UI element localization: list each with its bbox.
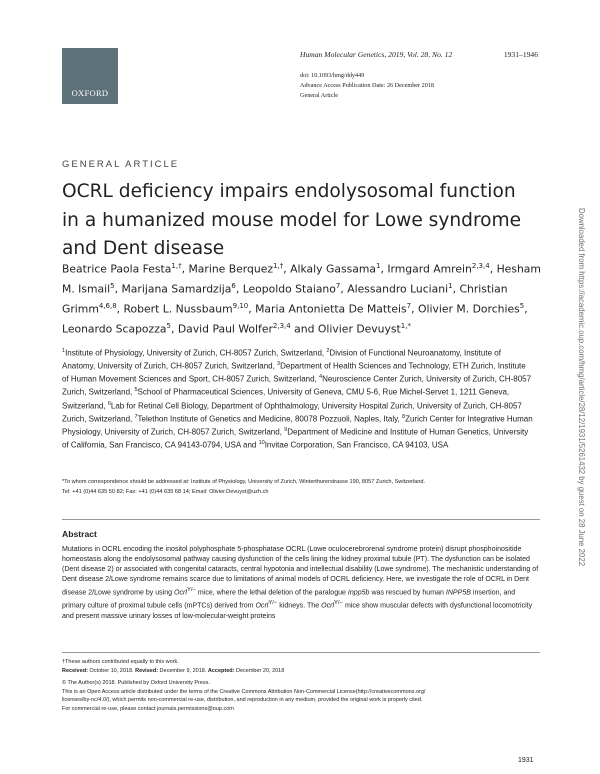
affiliation-text: Telethon Institute of Genetics and Medicine, 80078 Pozzuoli, Naples, Italy, xyxy=(137,414,400,424)
abstract-heading: Abstract xyxy=(62,529,97,539)
author-name: Olivier M. Dorchies xyxy=(418,302,520,316)
affiliation-number: 8 xyxy=(402,413,406,420)
affiliation-number: 3 xyxy=(277,361,281,368)
author-name: Marijana Samardzija xyxy=(121,282,232,296)
abstract-text: mice, where the lethal deletion of the paralogue xyxy=(195,589,348,597)
affiliation-number: 4 xyxy=(319,374,323,381)
author-name: Maria Antonietta De Matteis xyxy=(255,302,407,316)
abstract-text: insertion, and primary culture of proximal tubule cells (mPTCs) derived from xyxy=(62,589,516,610)
affiliation-text: School of Pharmaceutical Sciences, University of Geneva, CMU 5-6, Rue Michel-Servet 1, 1211 Geneva, Switzerland, xyxy=(62,388,510,411)
author-name: Leopoldo Staiano xyxy=(242,282,336,296)
affiliations xyxy=(62,346,534,451)
author-name: Alessandro Luciani xyxy=(347,282,449,296)
affiliation-text: Lab for Retinal Cell Biology, Department of Ophthalmology, University Hospital Zurich, University of Zurich, CH-8057 Zurich, Switzerland, xyxy=(62,401,522,424)
footnotes xyxy=(62,658,542,714)
affiliation-text: Department of Health Sciences and Technology, ETH Zurich, Institute of Human Movement Sciences and Sport, CH-8057 Zurich, Switzerland, xyxy=(62,361,526,384)
article-title: OCRL deficiency impairs endolysosomal function in a humanized mouse model for Lowe syndrome and Dent disease xyxy=(62,181,522,259)
genotype-sup: Y/− xyxy=(268,600,278,607)
author-affil-sup: 5 xyxy=(110,281,115,290)
affiliation-number: 10 xyxy=(258,440,265,447)
license-line-1[interactable]: This is an Open Access article distributed under the terms of the Creative Commons Attribution Non-Commercial License(http://creativecommons.org/ xyxy=(62,688,426,695)
affiliation-text: Department of Medicine and Institute of Human Genetics, University of California, San Francisco, CA 94143-0794, USA and xyxy=(62,427,529,450)
affiliation-number: 6 xyxy=(107,400,111,407)
author-affil-sup: 2,3,4 xyxy=(272,321,291,330)
affiliation-text: Invitae Corporation, San Francisco, CA 94103, USA xyxy=(264,440,449,450)
oxford-logo xyxy=(62,48,118,104)
author-affil-sup: 5 xyxy=(166,321,171,330)
doi-line[interactable]: doi: 10.1093/hmg/ddy449 xyxy=(300,72,365,79)
gene-name: Ocrl xyxy=(174,589,187,597)
journal-pages: 1931–1946 xyxy=(503,50,538,59)
author-affil-sup: 1,† xyxy=(171,262,182,270)
genotype-sup: Y/− xyxy=(334,600,343,607)
gene-name: Inpp5b xyxy=(347,589,370,597)
author-affil-sup: 6 xyxy=(231,281,236,290)
affiliation-text: Division of Functional Neuroanatomy, Institute of Anatomy, University of Zurich, CH-8057 Zurich, Switzerland, xyxy=(62,348,501,371)
equal-contribution-note: †These authors contributed equally to this work. xyxy=(62,659,179,665)
divider-bottom xyxy=(62,652,540,653)
affiliation-text: Neuroscience Center Zurich, University of Zurich, CH-8057 Zurich, Switzerland, xyxy=(62,374,532,398)
author-affil-sup: 9,10 xyxy=(232,301,249,310)
correspondence-address: *To whom correspondence should be addressed at: Institute of Physiology, University of Zurich, Winterthurerstrasse 190, 8057 Zurich, Switzerland. xyxy=(62,479,426,485)
received-label: Received: xyxy=(62,667,88,674)
author-affil-sup: 7 xyxy=(406,301,412,310)
article-type-line: General Article xyxy=(300,92,338,99)
author-name: Leonardo Scapozza xyxy=(62,322,167,336)
affiliation-number: 7 xyxy=(134,413,138,420)
abstract-text: was rescued by human xyxy=(369,589,446,597)
advance-access-line: Advance Access Publication Date: 26 December 2018 xyxy=(300,82,435,89)
author-affil-sup: 1,* xyxy=(400,321,411,330)
license-line-2[interactable]: licenses/by-nc/4.0/), which permits non-commercial re-use, distribution, and reproduction in any medium, provided the original work is properly cited. xyxy=(62,697,423,704)
section-label: GENERAL ARTICLE xyxy=(62,159,180,170)
author-affil-sup: 7 xyxy=(335,281,341,290)
author-name: Alkaly Gassama xyxy=(290,262,376,276)
logo-text: OXFORD xyxy=(71,88,109,98)
gene-name: INPP5B xyxy=(445,589,471,597)
author-name: Robert L. Nussbaum xyxy=(123,302,233,316)
article-meta xyxy=(300,71,540,101)
abstract-text: kidneys. The xyxy=(277,602,322,610)
revised-date: December 9, 2018. xyxy=(158,667,208,674)
author-name: Hesham M. Ismail xyxy=(62,262,541,296)
author-affil-sup: 5 xyxy=(519,301,525,310)
authors-and: and xyxy=(294,322,315,336)
gene-name: Ocrl xyxy=(321,602,335,610)
author-affil-sup: 1 xyxy=(448,281,453,290)
journal-header xyxy=(300,50,538,59)
affiliation-number: 2 xyxy=(326,348,330,354)
download-watermark: Downloaded from https://academic.oup.com/hmg/article/28/12/1931/5261432 by guest on 28 June 2022 xyxy=(577,208,586,567)
genotype-sup: Y/− xyxy=(186,587,196,593)
correspondence-contact: Tel: +41 (0)44 635 50 82; Fax: +41 (0)44 635 68 14; Email: Olivier.Devuyst@uzh.ch xyxy=(62,489,269,495)
author-name: David Paul Wolfer xyxy=(177,322,273,336)
correspondence xyxy=(62,477,542,497)
author-name: Beatrice Paola Festa xyxy=(62,262,172,276)
affiliation-text: Zurich Center for Integrative Human Physiology, University of Zurich, CH-8057 Zurich, Switzerland, xyxy=(62,414,533,437)
abstract-text: Mutations in OCRL encoding the inositol polyphosphate 5-phosphatase OCRL (Lowe oculocerebrorenal syndrome protein) disrupt phosphoinositide homeostasis along the endolysosomal pathway causing dysfunction of the cells lining the kidney proximal tubule (PT). The dysfunction can be isolated (Dent disease 2) or associated with congenital cataracts, central hypotonia and intellectual disability (Lowe syndrome). The mechanistic understanding of Dent disease 2/Lowe syndrome remains scarce due to limitations of animal models of OCRL deficiency. Here, we investigate the role of OCRL in Dent disease 2/Lowe syndrome by using xyxy=(62,546,539,597)
author-affil-sup: 4,6,8 xyxy=(98,301,117,310)
author-name: Christian Grimm xyxy=(62,282,508,316)
author-affil-sup: 1 xyxy=(375,262,381,270)
license-line-3[interactable]: For commercial re-use, please contact journals.permissions@oup.com xyxy=(62,705,234,712)
author-affil-sup: 2,3,4 xyxy=(471,262,490,270)
author-affil-sup: 1,† xyxy=(273,262,284,270)
author-name: Marine Berquez xyxy=(188,262,274,276)
abstract-text: mice show muscular defects with dysfunctional locomotricity and present massive urinary losses of low-molecular-weight proteins xyxy=(62,602,533,620)
revised-label: Revised: xyxy=(135,667,159,674)
gene-name: Ocrl xyxy=(255,602,269,610)
affiliation-number: 9 xyxy=(284,426,288,433)
copyright-line: © The Author(s) 2018. Published by Oxford University Press. xyxy=(62,680,210,687)
accepted-date: December 20, 2018 xyxy=(234,667,285,674)
dates-line xyxy=(62,667,542,676)
affiliation-text: Institute of Physiology, University of Zurich, CH-8057 Zurich, Switzerland, xyxy=(65,348,325,358)
abstract-body xyxy=(62,545,540,622)
author-name: Olivier Devuyst xyxy=(317,322,401,336)
accepted-label: Accepted: xyxy=(207,667,235,674)
author-list: Beatrice Paola Festa$^{1,\dagger}$, Marine Berquez$^{1,\dagger}$, Alkaly Gassama$^1$, Irmgard Amrein$^{2,3,4}$, Hesham M. Ismail$^5$, Marijana Samardzija$^6$, Leopoldo Staiano$^7$, Alessandro Luciani$^1$, Christian Grimm$^{4,6,8}$, Robert L. Nussbaum$^{9,10}$, Maria Antonietta De Matteis$^7$, Olivier M. Dorchies$^5$, Leonardo Scapozza$^5$, David Paul Wolfer$^{2,3,4}$ and Olivier Devuyst$^{1,*}$ xyxy=(62,262,541,336)
affiliation-number: 5 xyxy=(134,387,138,394)
divider-top xyxy=(62,519,540,520)
journal-citation: Human Molecular Genetics, 2019, Vol. 28, No. 12 xyxy=(300,50,453,59)
page-number: 1931 xyxy=(518,757,534,764)
received-date: October 10, 2018. xyxy=(88,667,136,674)
author-name: Irmgard Amrein xyxy=(387,262,472,276)
affiliation-number: 1 xyxy=(62,348,66,354)
